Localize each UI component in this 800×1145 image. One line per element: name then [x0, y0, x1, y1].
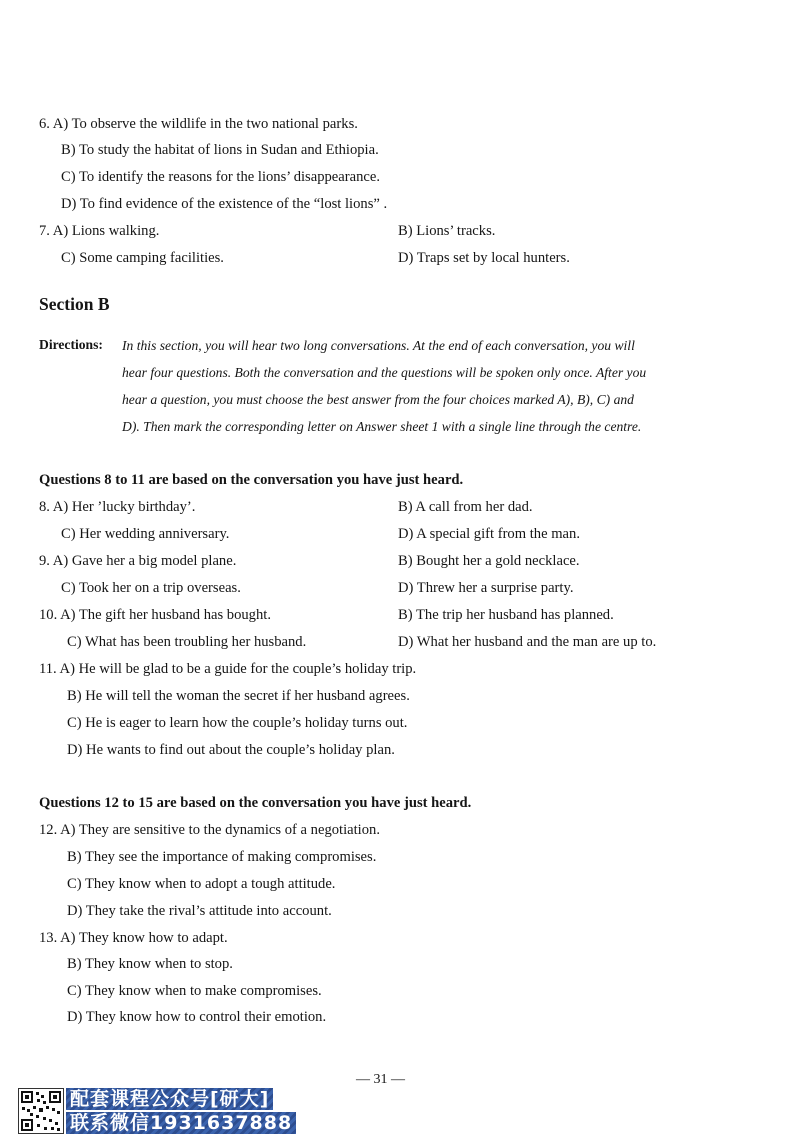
q7-c: C) Some camping facilities.	[61, 250, 224, 266]
q8-b: B) A call from her dad.	[398, 499, 533, 515]
directions-line-2: hear four questions. Both the conversation and the questions will be spoken only once. After you	[122, 365, 647, 380]
q10-b: B) The trip her husband has planned.	[398, 607, 614, 623]
section-b-title: Section B	[39, 294, 110, 314]
q11-a: 11. A) He will be glad to be a guide for the couple’s holiday trip.	[39, 661, 417, 677]
q12-d: D) They take the rival’s attitude into account.	[67, 903, 332, 919]
group1-heading: Questions 8 to 11 are based on the conversation you have just heard.	[39, 472, 464, 488]
q8-a: 8. A) Her ’lucky birthday’.	[39, 499, 196, 515]
q11-c: C) He is eager to learn how the couple’s holiday turns out.	[67, 715, 408, 731]
directions-label: Directions:	[39, 337, 103, 352]
q9-a: 9. A) Gave her a big model plane.	[39, 553, 237, 569]
q6-b: B) To study the habitat of lions in Sudan and Ethiopia.	[61, 142, 379, 158]
q10-a: 10. A) The gift her husband has bought.	[39, 607, 271, 623]
directions-line-1: In this section, you will hear two long conversations. At the end of each conversation, you will	[122, 338, 635, 353]
q9-d: D) Threw her a surprise party.	[398, 580, 574, 596]
q8-d: D) A special gift from the man.	[398, 526, 580, 542]
q9-b: B) Bought her a gold necklace.	[398, 553, 580, 569]
q12-a: 12. A) They are sensitive to the dynamics of a negotiation.	[39, 822, 380, 838]
page-number: — 31 —	[356, 1072, 405, 1087]
directions-line-4: D). Then mark the corresponding letter on Answer sheet 1 with a single line through the centre.	[122, 419, 642, 434]
q7-d: D) Traps set by local hunters.	[398, 250, 570, 266]
q10-d: D) What her husband and the man are up to.	[398, 634, 657, 650]
q12-b: B) They see the importance of making compromises.	[67, 849, 377, 865]
directions-line-3: hear a question, you must choose the best answer from the four choices marked A), B), C) and	[122, 392, 634, 407]
q13-a: 13. A) They know how to adapt.	[39, 930, 228, 946]
q6-c: C) To identify the reasons for the lions’ disappearance.	[61, 169, 380, 185]
watermark-line-1: 配套课程公众号[研大]	[66, 1088, 273, 1110]
q7-a: 7. A) Lions walking.	[39, 223, 160, 239]
q13-b: B) They know when to stop.	[67, 956, 233, 972]
q8-c: C) Her wedding anniversary.	[61, 526, 230, 542]
q13-c: C) They know when to make compromises.	[67, 983, 322, 999]
q13-d: D) They know how to control their emotion.	[67, 1009, 327, 1025]
q6-a: 6. A) To observe the wildlife in the two national parks.	[39, 116, 358, 132]
q10-c: C) What has been troubling her husband.	[67, 634, 307, 650]
q9-c: C) Took her on a trip overseas.	[61, 580, 241, 596]
watermark-line-2: 联系微信1931637888	[66, 1112, 296, 1134]
q7-b: B) Lions’ tracks.	[398, 223, 496, 239]
q11-b: B) He will tell the woman the secret if her husband agrees.	[67, 688, 410, 704]
qr-code-icon	[18, 1088, 64, 1134]
q11-d: D) He wants to find out about the couple’s holiday plan.	[67, 742, 395, 758]
group2-heading: Questions 12 to 15 are based on the conversation you have just heard.	[39, 795, 472, 811]
q12-c: C) They know when to adopt a tough attitude.	[67, 876, 336, 892]
q6-d: D) To find evidence of the existence of the “lost lions” .	[61, 196, 388, 212]
